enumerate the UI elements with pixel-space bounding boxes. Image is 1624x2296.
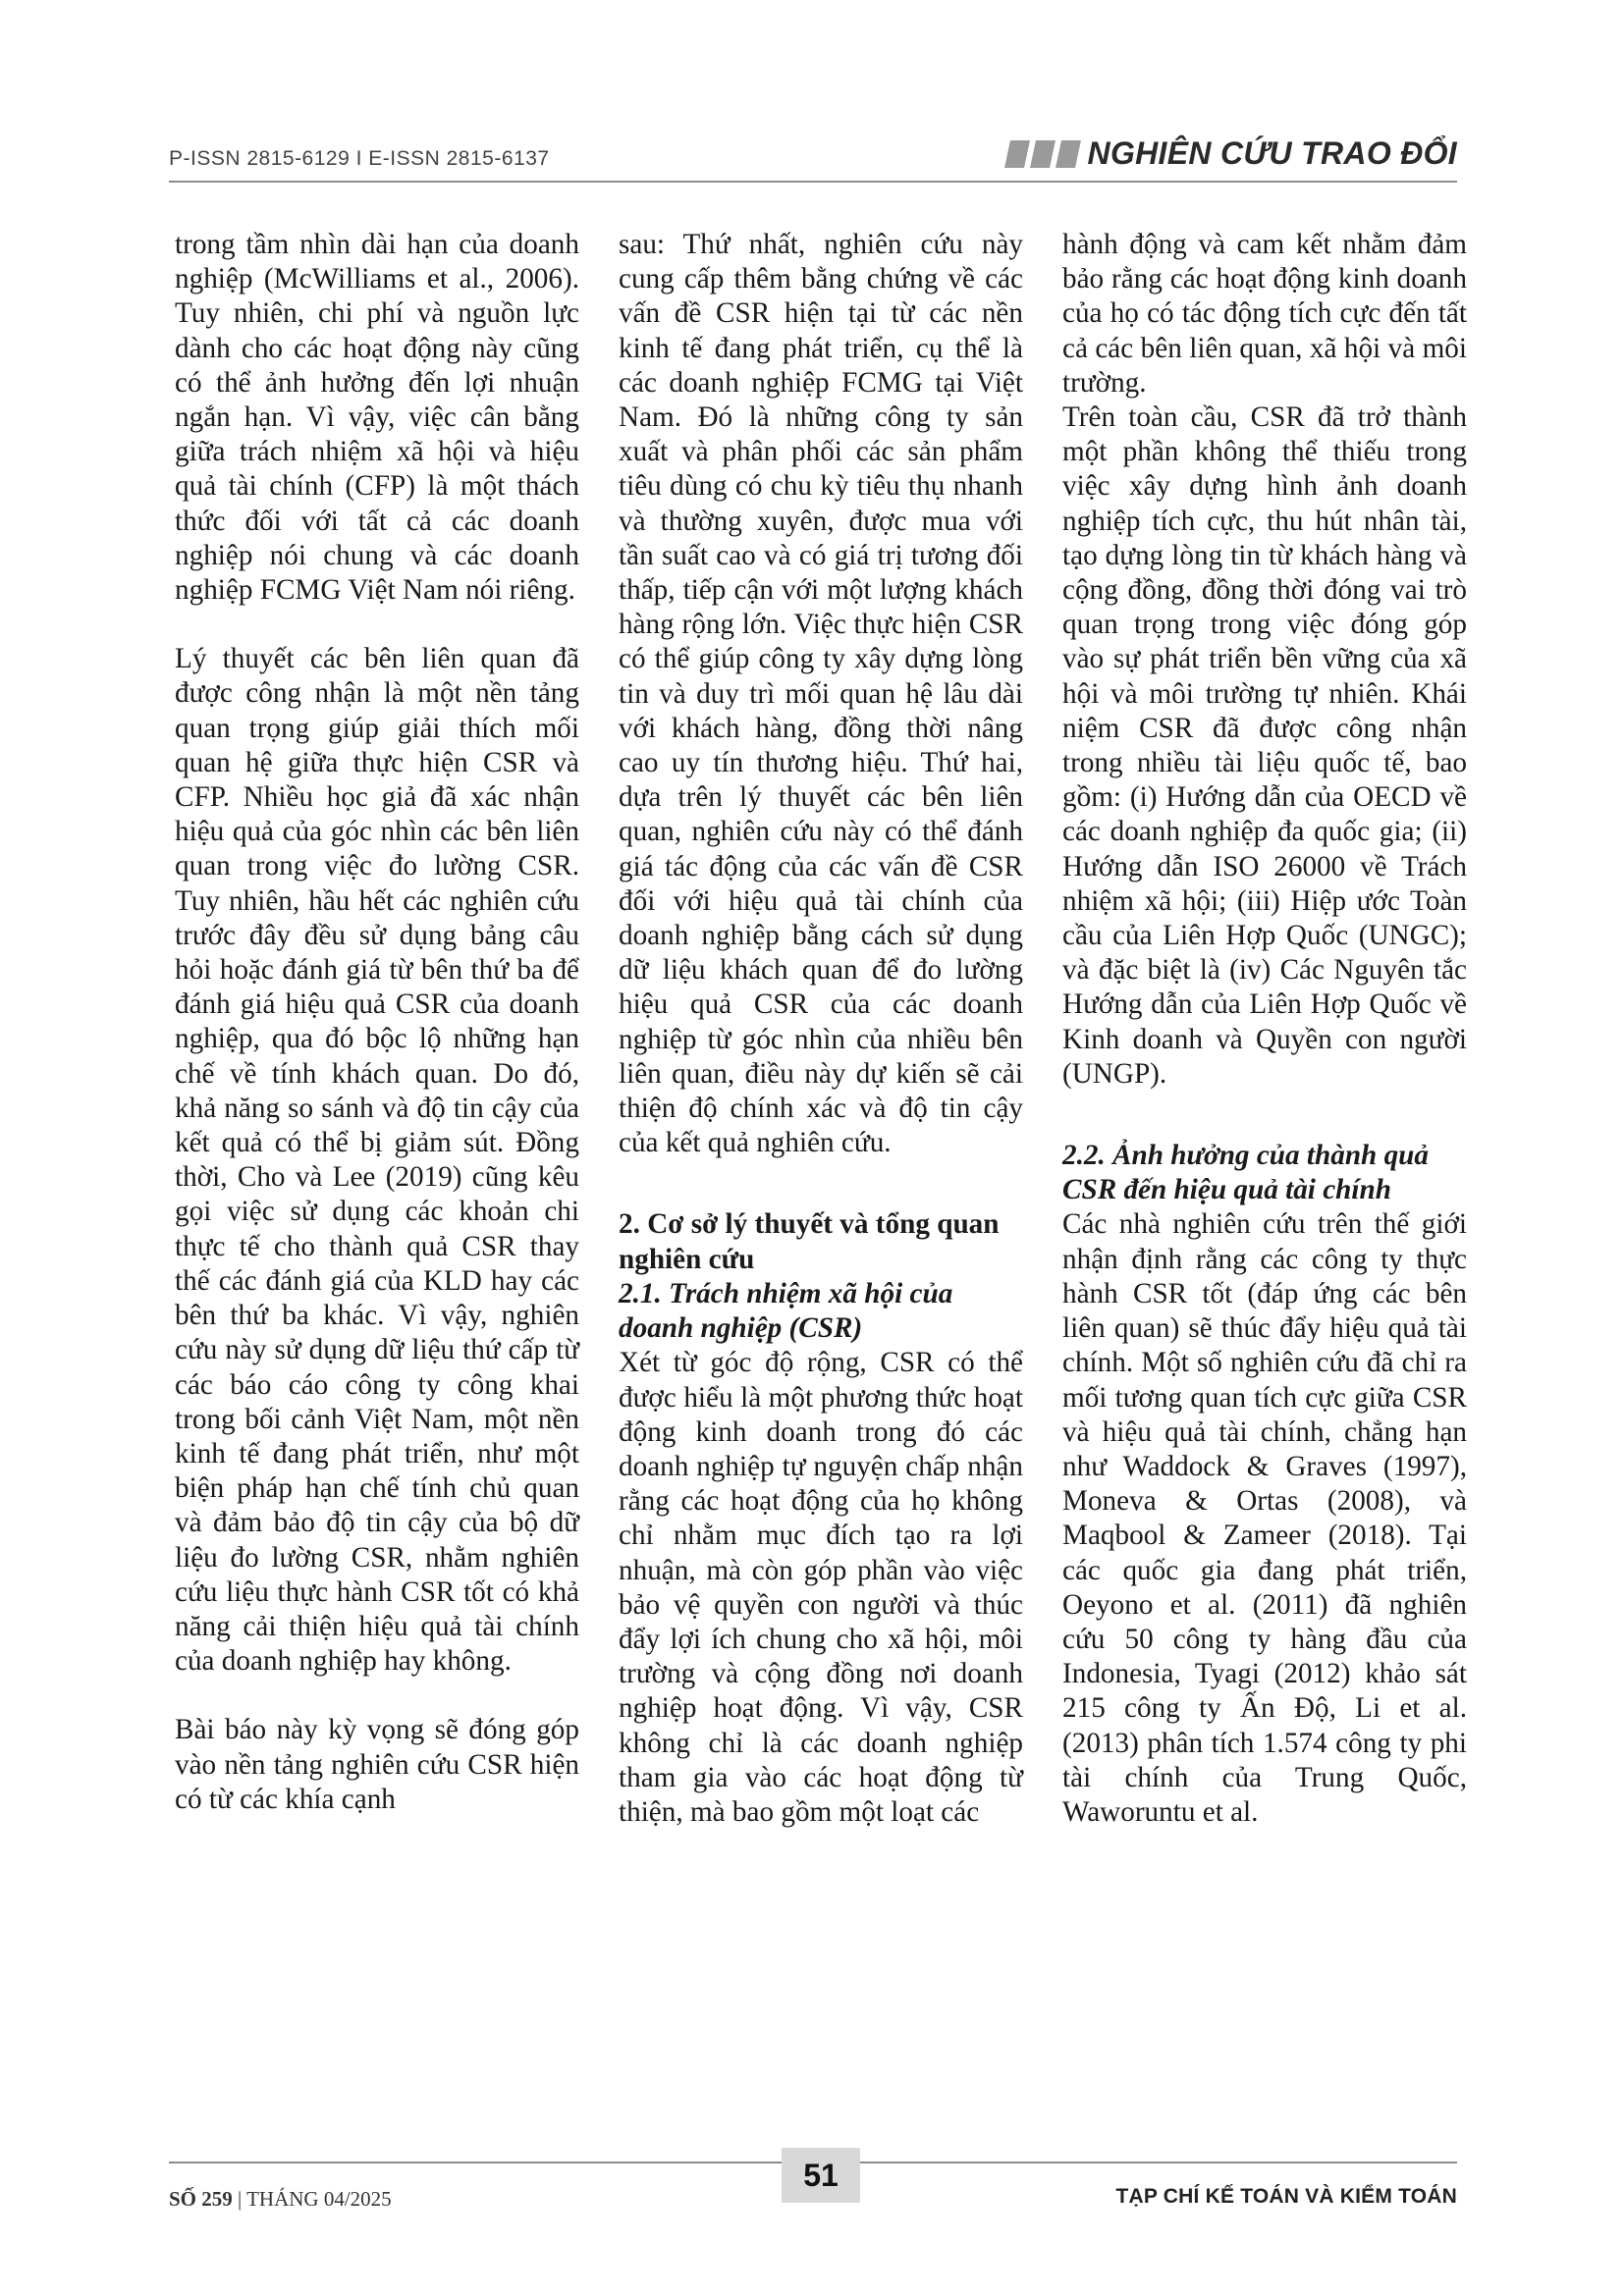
journal-name: TẠP CHÍ KẾ TOÁN VÀ KIỂM TOÁN [1115, 2185, 1457, 2208]
subsection-heading: 2.1. Trách nhiệm xã hội của doanh nghiệp (CSR) [619, 1277, 953, 1345]
text-column-3 [1062, 228, 1467, 1830]
issue-number: SỐ 259 [169, 2187, 233, 2211]
paragraph: sau: Thứ nhất, nghiên cứu này cung cấp thêm bằng chứng về các vấn đề CSR hiện tại từ các nền kinh tế đang phát triển, cụ thể là các doanh nghiệp FCMG tại Việt Nam. Đó là những công ty sản xuất và phân phối các sản phẩm tiêu dùng có chu kỳ tiêu thụ nhanh và thường xuyên, được mua với tần suất cao và có giá trị tương đối thấp, tiếp cận với một lượng khách hàng rộng lớn. Việc thực hiện CSR có thể giúp công ty xây dựng lòng tin và duy trì mối quan hệ lâu dài với khách hàng, đồng thời nâng cao uy tín thương hiệu. Thứ hai, dựa trên lý thuyết các bên liên quan, nghiên cứu này có thể đánh giá tác động của các vấn đề CSR đối với hiệu quả tài chính của doanh nghiệp bằng cách sử dụng dữ liệu khách quan để đo lường hiệu quả CSR của các doanh nghiệp từ góc nhìn của nhiều bên liên quan, điều này dự kiến sẽ cải thiện độ chính xác và độ tin cậy của kết quả nghiên cứu. [619, 229, 1023, 1159]
issn-label: P-ISSN 2815-6129 I E-ISSN 2815-6137 [169, 147, 550, 170]
paragraph: Trên toàn cầu, CSR đã trở thành một phần không thể thiếu trong việc xây dựng hình ảnh doanh nghiệp tích cực, thu hút nhân tài, tạo dựng lòng tin từ khách hàng và cộng đồng, đồng thời đóng vai trò quan trọng trong việc đóng góp vào sự phát triển bền vững của xã hội và môi trường tự nhiên. Khái niệm CSR đã được công nhận trong nhiều tài liệu quốc tế, bao gồm: (i) Hướng dẫn của OECD về các doanh nghiệp đa quốc gia; (ii) Hướng dẫn ISO 26000 về Trách nhiệm xã hội; (iii) Hiệp ước Toàn cầu của Liên Hợp Quốc (UNGC); và đặc biệt là (iv) Các Nguyên tắc Hướng dẫn của Liên Hợp Quốc về Kinh doanh và Quyền con người (UNGP). [1062, 401, 1467, 1090]
text-column-2 [619, 228, 1023, 1830]
header-divider [169, 181, 1457, 183]
issue-date: | THÁNG 04/2025 [232, 2187, 392, 2211]
section-title: NGHIÊN CỨU TRAO ĐỔI [1087, 135, 1457, 171]
paragraph: trong tầm nhìn dài hạn của doanh nghiệp (McWilliams et al., 2006). Tuy nhiên, chi phí và nguồn lực dành cho các hoạt động này cũng có thể ảnh hưởng đến lợi nhuận ngắn hạn. Vì vậy, việc cân bằng giữa trách nhiệm xã hội và hiệu quả tài chính (CFP) là một thách thức đối với tất cả các doanh nghiệp nói chung và các doanh nghiệp FCMG Việt Nam nói riêng. [175, 229, 579, 607]
paragraph: Xét từ góc độ rộng, CSR có thể được hiểu là một phương thức hoạt động kinh doanh trong đó các doanh nghiệp tự nguyện chấp nhận rằng các hoạt động của họ không chỉ nhằm mục đích tạo ra lợi nhuận, mà còn góp phần vào việc bảo vệ quyền con người và thúc đẩy lợi ích chung cho xã hội, môi trường và cộng đồng nơi doanh nghiệp hoạt động. Vì vậy, CSR không chỉ là các doanh nghiệp tham gia vào các hoạt động từ thiện, mà bao gồm một loạt các [619, 1347, 1023, 1828]
subsection-heading: 2.2. Ảnh hưởng của thành quả CSR đến hiệu quả tài chính [1062, 1140, 1430, 1206]
paragraph: Các nhà nghiên cứu trên thế giới nhận định rằng các công ty thực hành CSR tốt (đáp ứng các bên liên quan) sẽ thúc đẩy hiệu quả tài chính. Một số nghiên cứu đã chỉ ra mối tương quan tích cực giữa CSR và hiệu quả tài chính, chẳng hạn như Waddock & Graves (1997), Moneva & Ortas (2008), và Maqbool & Zameer (2018). Tại các quốc gia đang phát triển, Oeyono et al. (2011) đã nghiên cứu 50 công ty hàng đầu của Indonesia, Tyagi (2012) khảo sát 215 công ty Ấn Độ, Li et al. (2013) phân tích 1.574 công ty phi tài chính của Trung Quốc, Waworuntu et al. [1062, 1208, 1467, 1828]
page-number: 51 [782, 2148, 860, 2203]
paragraph: Bài báo này kỳ vọng sẽ đóng góp vào nền tảng nghiên cứu CSR hiện có từ các khía cạnh [175, 1714, 579, 1815]
paragraph: Lý thuyết các bên liên quan đã được công nhận là một nền tảng quan trọng giúp giải thích mối quan hệ giữa thực hiện CSR và CFP. Nhiều học giả đã xác nhận hiệu quả của góc nhìn các bên liên quan trong việc đo lường CSR. Tuy nhiên, hầu hết các nghiên cứu trước đây đều sử dụng bảng câu hỏi hoặc đánh giá từ bên thứ ba để đánh giá hiệu quả CSR của doanh nghiệp, qua đó bộc lộ những hạn chế về tính khách quan. Do đó, khả năng so sánh và độ tin cậy của kết quả có thể bị giảm sút. Đồng thời, Cho và Lee (2019) cũng kêu gọi việc sử dụng các khoản chi thực tế cho thành quả CSR thay thế các đánh giá của KLD hay các bên thứ ba khác. Vì vậy, nghiên cứu này sử dụng dữ liệu thứ cấp từ các báo cáo công ty công khai trong bối cảnh Việt Nam, một nền kinh tế đang phát triển, như một biện pháp hạn chế tính chủ quan và đảm bảo độ tin cậy của bộ dữ liệu đo lường CSR, nhằm nghiên cứu liệu thực hành CSR tốt có khả năng cải thiện hiệu quả tài chính của doanh nghiệp hay không. [175, 643, 579, 1678]
section-heading: 2. Cơ sở lý thuyết và tổng quan nghiên cứu [619, 1208, 1000, 1275]
paragraph: hành động và cam kết nhằm đảm bảo rằng các hoạt động kinh doanh của họ có tác động tích cực đến tất cả các bên liên quan, xã hội và môi trường. [1062, 229, 1467, 399]
text-column-1 [175, 228, 579, 1817]
issue-info [169, 2187, 392, 2212]
section-bars-icon [1007, 140, 1078, 168]
section-header [1007, 135, 1457, 172]
